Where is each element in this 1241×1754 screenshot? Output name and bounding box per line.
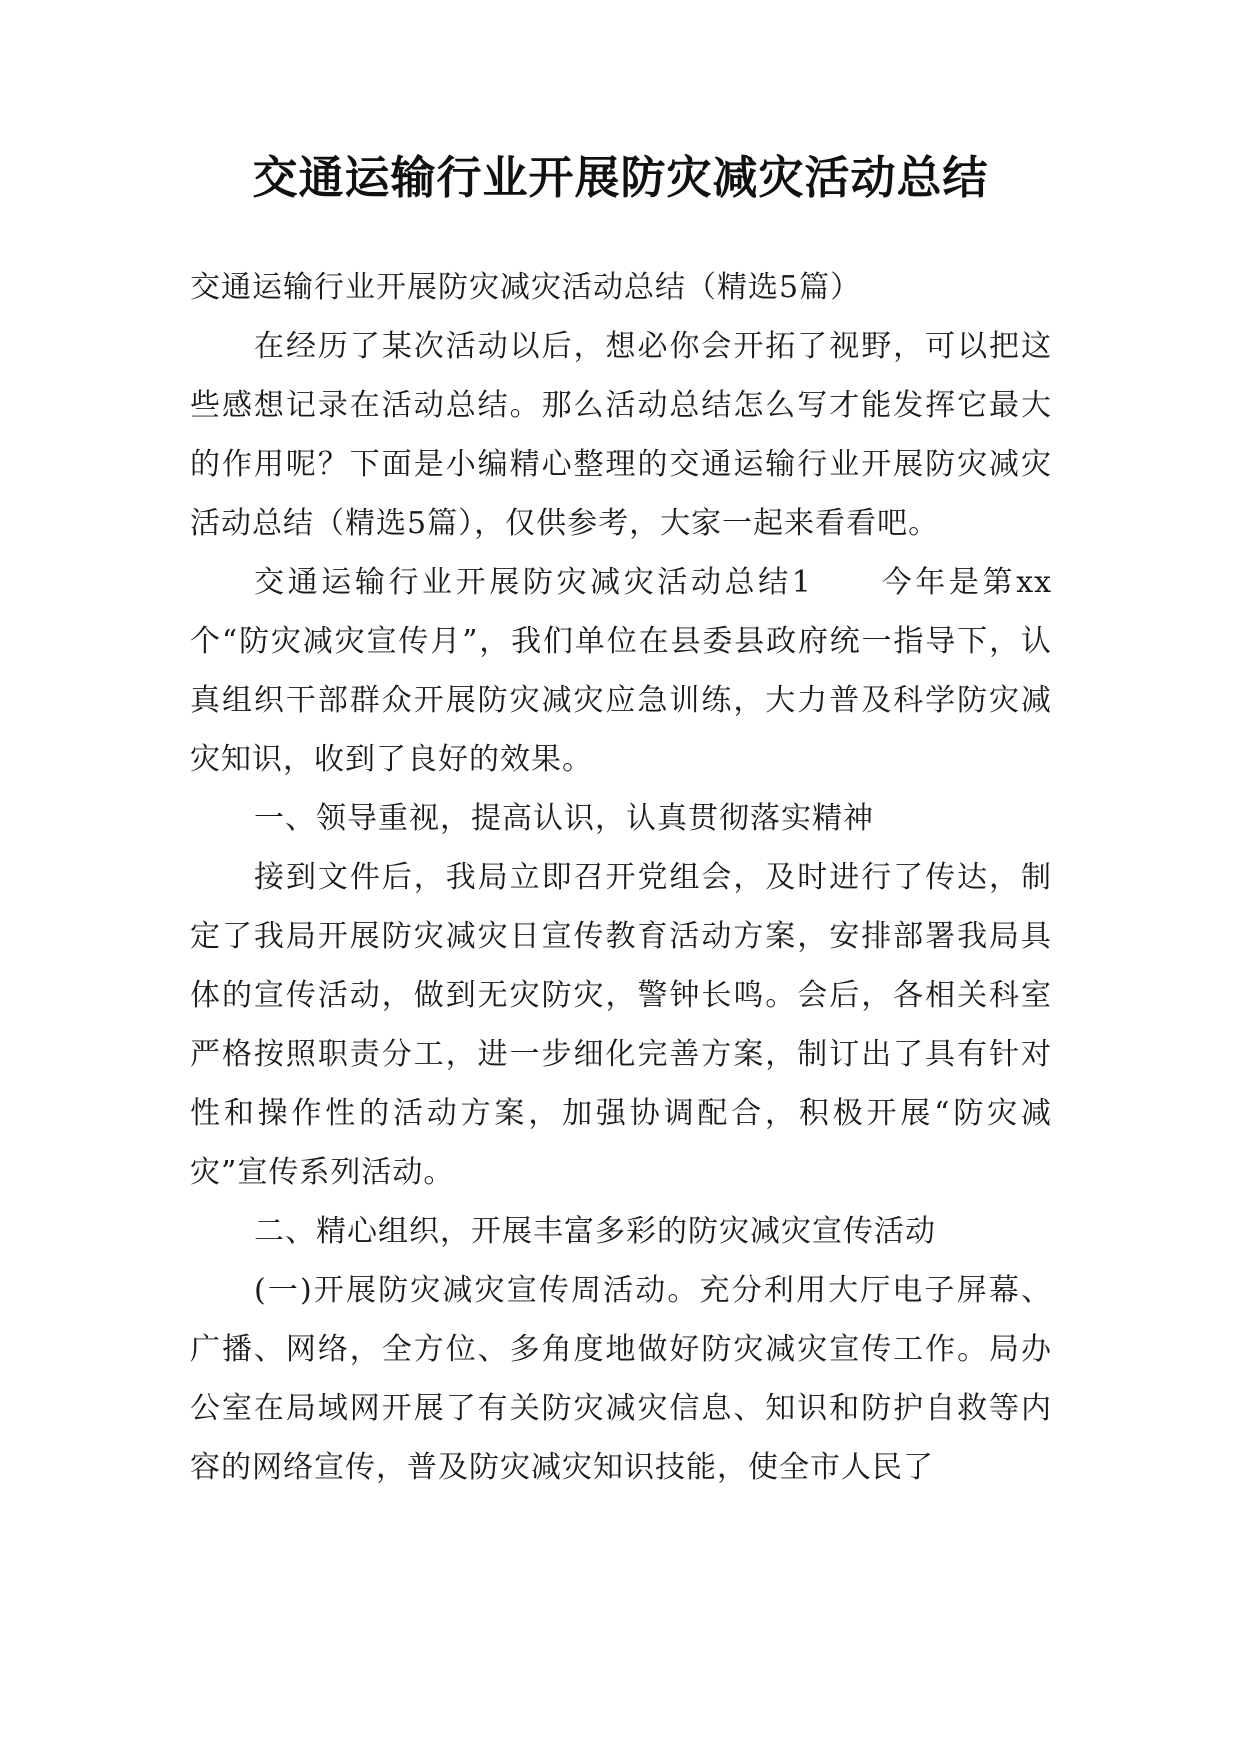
intro-paragraph: 在经历了某次活动以后，想必你会开拓了视野，可以把这些感想记录在活动总结。那么活动总结怎么写才能发挥它最大的作用呢？下面是小编精心整理的交通运输行业开展防灾减灾活动总结（精选5篇），仅供参考，大家一起来看看吧。 [190,329,1052,541]
document-title: 交通运输行业开展防灾减灾活动总结 [252,151,989,204]
section-heading-2: 二、精心组织，开展丰富多彩的防灾减灾宣传活动 [254,1214,936,1249]
body-paragraph: 接到文件后，我局立即召开党组会，及时进行了传达，制定了我局开展防灾减灾日宣传教育活动方案，安排部署我局具体的宣传活动，做到无灾防灾，警钟长鸣。会后，各相关科室严格按照职责分工，进一步细化完善方案，制订出了具有针对性和操作性的活动方案，加强协调配合，积极开展“防灾减灾”宣传系列活动。 [190,860,1052,1190]
section-heading-1: 一、领导重视，提高认识，认真贯彻落实精神 [254,801,874,836]
body-paragraph: (一)开展防灾减灾宣传周活动。充分利用大厅电子屏幕、广播、网络，全方位、多角度地做好防灾减灾宣传工作。局办公室在局域网开展了有关防灾减灾信息、知识和防护自救等内容的网络宣传，普及防灾减灾知识技能，使全市人民了 [190,1273,1052,1485]
summary-1-paragraph: 交通运输行业开展防灾减灾活动总结1 今年是第xx个“防灾减灾宣传月”，我们单位在县委县政府统一指导下，认真组织干部群众开展防灾减灾应急训练，大力普及科学防灾减灾知识，收到了良好的效果。 [190,565,1052,777]
document-body [190,258,1052,1497]
subtitle-paragraph: 交通运输行业开展防灾减灾活动总结（精选5篇） [190,270,862,305]
